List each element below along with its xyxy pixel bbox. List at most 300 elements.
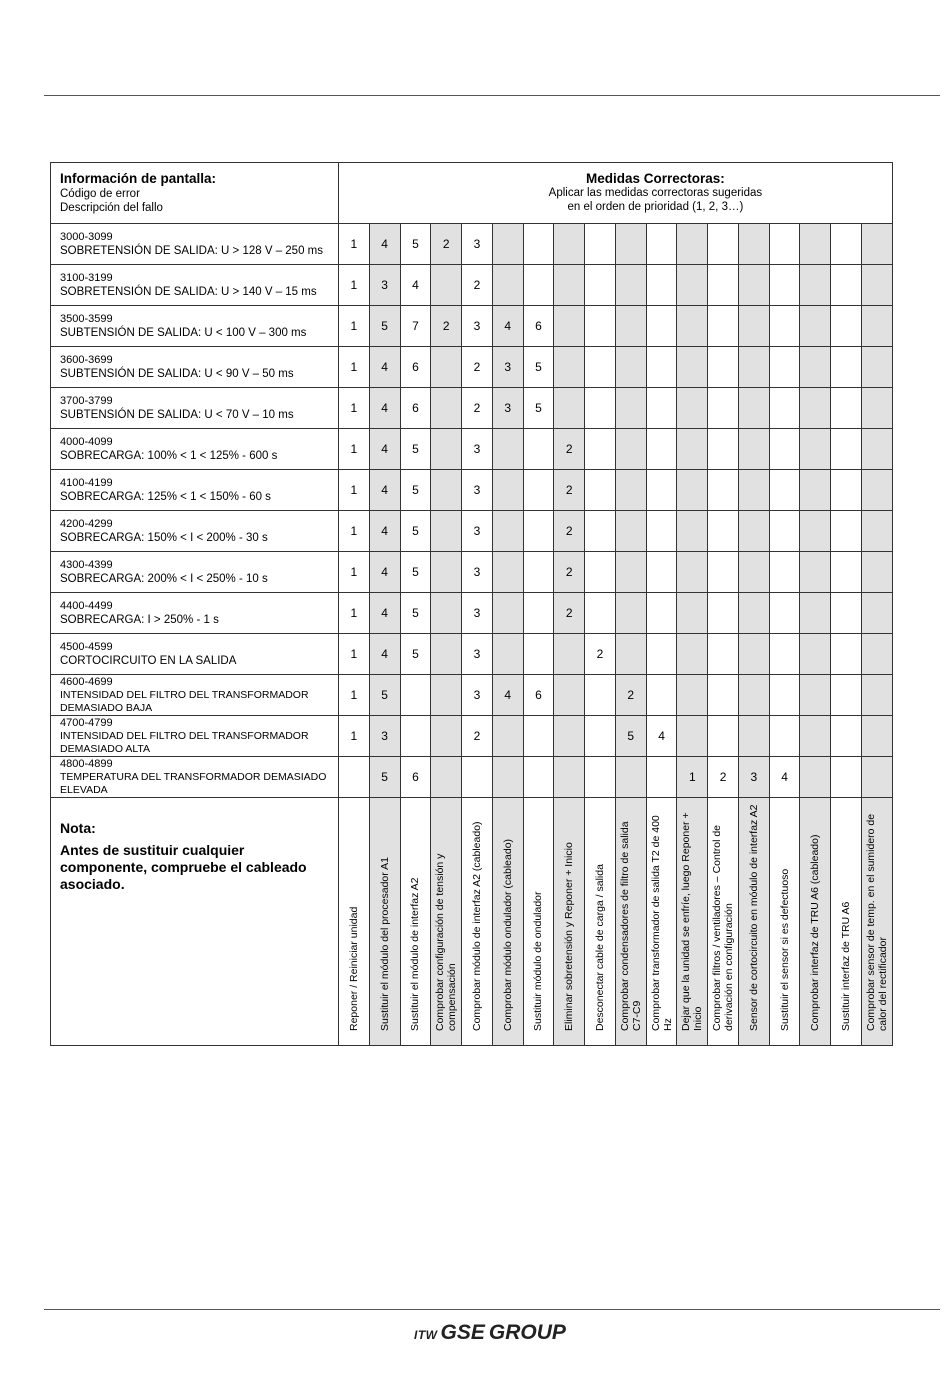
error-info-cell [51,306,339,347]
priority-cell: 3 [462,470,493,511]
error-info-cell [51,470,339,511]
info-header-description: Descripción del fallo [60,202,163,214]
priority-cell: 5 [523,347,554,388]
priority-cell [585,552,616,593]
priority-cell: 4 [369,511,400,552]
priority-cell: 3 [462,552,493,593]
priority-cell: 1 [339,306,370,347]
priority-cell [831,593,862,634]
priority-cell [554,716,585,757]
priority-cell: 5 [400,470,431,511]
measure-label: Comprobar configuración de tensión y compensación [434,853,459,1031]
priority-cell [800,388,831,429]
priority-cell [831,470,862,511]
priority-cell [492,265,523,306]
measures-header-instruction: Aplicar las medidas correctoras sugeridas [548,187,763,199]
priority-cell [738,265,769,306]
priority-cell [708,552,739,593]
priority-cell [800,675,831,716]
table-row [51,593,893,634]
priority-cell [523,593,554,634]
priority-cell: 3 [462,593,493,634]
priority-cell [646,552,677,593]
measure-column-header [554,798,585,1046]
priority-cell: 2 [431,306,462,347]
priority-cell [646,511,677,552]
error-code: 4300-4399 [60,559,113,571]
priority-cell: 3 [492,388,523,429]
measure-column-header [431,798,462,1046]
priority-cell [677,593,708,634]
priority-cell [431,470,462,511]
priority-cell [431,757,462,798]
priority-cell [800,306,831,347]
priority-cell [677,306,708,347]
priority-cell [862,593,893,634]
error-description: SOBRECARGA: 150% < I < 200% - 30 s [60,532,268,544]
priority-cell: 1 [339,429,370,470]
error-info-cell [51,388,339,429]
priority-cell [615,224,646,265]
priority-cell [646,675,677,716]
priority-cell [523,470,554,511]
priority-cell [677,224,708,265]
priority-cell [615,511,646,552]
measure-label: Dejar que la unidad se enfríe, luego Reponer + Inicio [680,812,705,1031]
priority-cell [738,634,769,675]
error-info-cell [51,716,339,757]
priority-cell [615,593,646,634]
priority-cell: 5 [369,306,400,347]
priority-cell [677,265,708,306]
priority-cell [862,224,893,265]
measure-column-header [369,798,400,1046]
priority-cell [800,429,831,470]
priority-cell [585,511,616,552]
error-info-cell [51,265,339,306]
priority-cell [769,224,800,265]
priority-cell [769,347,800,388]
priority-cell [646,429,677,470]
priority-cell [554,634,585,675]
error-description: SUBTENSIÓN DE SALIDA: U < 100 V – 300 ms [60,327,307,339]
priority-cell [400,675,431,716]
priority-cell [831,716,862,757]
priority-cell [738,347,769,388]
priority-cell: 2 [615,675,646,716]
measures-header-order: en el orden de prioridad (1, 2, 3…) [567,201,744,213]
error-description: INTENSIDAD DEL FILTRO DEL TRANSFORMADOR DEMASIADO BAJA [60,689,309,714]
priority-cell [646,388,677,429]
priority-cell: 3 [369,716,400,757]
priority-cell [585,347,616,388]
priority-cell [431,675,462,716]
priority-cell: 5 [369,675,400,716]
measures-header-title: Medidas Correctoras: [586,171,725,186]
measure-column-header [677,798,708,1046]
priority-cell [708,347,739,388]
priority-cell: 5 [400,429,431,470]
priority-cell [615,470,646,511]
table-row [51,757,893,798]
priority-cell [800,716,831,757]
priority-cell: 2 [554,429,585,470]
priority-cell: 3 [462,306,493,347]
priority-cell [400,716,431,757]
priority-cell: 1 [339,265,370,306]
priority-cell [585,470,616,511]
error-code: 3100-3199 [60,272,113,284]
priority-cell [554,224,585,265]
priority-cell [831,347,862,388]
priority-cell: 2 [462,716,493,757]
error-code: 4200-4299 [60,518,113,530]
error-description: SOBRECARGA: 100% < 1 < 125% - 600 s [60,450,278,462]
measure-label: Comprobar módulo de interfaz A2 (cableado) [470,821,483,1031]
priority-cell [554,757,585,798]
table-header-row [51,163,893,224]
error-code: 4500-4599 [60,641,113,653]
priority-cell [585,388,616,429]
priority-cell: 4 [369,388,400,429]
priority-cell [800,347,831,388]
table-row [51,224,893,265]
table-row [51,716,893,757]
error-description: SUBTENSIÓN DE SALIDA: U < 70 V – 10 ms [60,409,294,421]
measure-column-header [523,798,554,1046]
error-description: SOBRETENSIÓN DE SALIDA: U > 128 V – 250 ms [60,245,324,257]
measure-column-header [462,798,493,1046]
info-header-title: Información de pantalla: [60,171,217,186]
priority-cell [615,388,646,429]
error-info-cell [51,675,339,716]
table-row [51,347,893,388]
priority-cell [339,757,370,798]
itw-gse-group-logo [414,1321,566,1345]
priority-cell [677,470,708,511]
priority-cell [492,593,523,634]
measure-label: Comprobar interfaz de TRU A6 (cableado) [809,834,822,1031]
error-info-cell [51,757,339,798]
priority-cell [708,716,739,757]
priority-cell [523,265,554,306]
priority-cell [554,347,585,388]
measure-column-header [831,798,862,1046]
priority-cell [431,593,462,634]
priority-cell: 6 [400,757,431,798]
table-row [51,470,893,511]
priority-cell [554,388,585,429]
measure-label: Comprobar módulo ondulador (cableado) [501,838,514,1031]
error-code: 3600-3699 [60,354,113,366]
table-row [51,429,893,470]
priority-cell [523,552,554,593]
error-code: 4600-4699 [60,676,113,688]
priority-cell: 2 [554,593,585,634]
priority-cell [738,429,769,470]
priority-cell: 6 [400,347,431,388]
priority-cell [585,675,616,716]
measure-label: Eliminar sobretensión y Reponer + Inicio [563,842,576,1031]
measure-label: Comprobar transformador de salida T2 de 400 Hz [649,815,674,1031]
priority-cell: 4 [369,429,400,470]
priority-cell: 4 [369,224,400,265]
priority-cell [677,675,708,716]
priority-cell [738,552,769,593]
priority-cell [646,347,677,388]
priority-cell [769,306,800,347]
error-info-cell [51,429,339,470]
table-row [51,552,893,593]
priority-cell [862,388,893,429]
priority-cell [708,224,739,265]
priority-cell: 4 [769,757,800,798]
measures-header-cell [339,163,893,224]
priority-cell [831,675,862,716]
priority-cell [585,429,616,470]
priority-cell [831,306,862,347]
priority-cell [646,224,677,265]
priority-cell [615,429,646,470]
table-row [51,265,893,306]
priority-cell [800,593,831,634]
priority-cell: 3 [462,634,493,675]
priority-cell [738,593,769,634]
priority-cell [646,634,677,675]
priority-cell [615,757,646,798]
measure-column-header [339,798,370,1046]
priority-cell [462,757,493,798]
priority-cell: 1 [339,511,370,552]
logo-itw: ITW [414,1328,438,1342]
priority-cell: 3 [369,265,400,306]
priority-cell [431,552,462,593]
priority-cell [800,552,831,593]
priority-cell [862,429,893,470]
error-info-cell [51,347,339,388]
measure-label: Sustituir el módulo del procesador A1 [378,857,391,1031]
error-code: 3700-3799 [60,395,113,407]
error-description: SOBRECARGA: 200% < I < 250% - 10 s [60,573,268,585]
priority-cell [615,347,646,388]
logo-group: GROUP [488,1321,566,1344]
error-code: 4100-4199 [60,477,113,489]
measure-label: Comprobar filtros / ventiladores – Control de derivación en configuración [711,824,736,1031]
priority-cell [800,265,831,306]
measure-label: Sustituir el sensor si es defectuoso [778,868,791,1031]
priority-cell [738,675,769,716]
priority-cell: 1 [339,593,370,634]
priority-cell [708,429,739,470]
priority-cell: 1 [677,757,708,798]
priority-cell [677,347,708,388]
table-row [51,511,893,552]
error-code: 4000-4099 [60,436,113,448]
priority-cell [708,675,739,716]
priority-cell: 1 [339,470,370,511]
priority-cell [769,511,800,552]
priority-cell [615,265,646,306]
priority-cell [431,429,462,470]
priority-cell [800,511,831,552]
table-row [51,388,893,429]
priority-cell: 3 [462,224,493,265]
priority-cell [769,429,800,470]
priority-cell: 1 [339,388,370,429]
troubleshooting-table [50,162,893,1046]
priority-cell [646,265,677,306]
priority-cell [523,224,554,265]
measure-column-header [800,798,831,1046]
priority-cell [769,388,800,429]
priority-cell [615,634,646,675]
priority-cell: 3 [462,429,493,470]
priority-cell: 5 [400,552,431,593]
table-row [51,675,893,716]
priority-cell [523,429,554,470]
priority-cell [585,716,616,757]
priority-cell: 5 [400,224,431,265]
priority-cell [677,716,708,757]
priority-cell [708,511,739,552]
measure-label: Desconectar cable de carga / salida [594,864,606,1031]
note-body: Antes de sustituir cualquier componente, compruebe el cableado asociado. [60,842,307,892]
priority-cell [554,306,585,347]
priority-cell: 5 [523,388,554,429]
priority-cell [831,265,862,306]
priority-cell [862,757,893,798]
priority-cell [831,511,862,552]
priority-cell [831,388,862,429]
priority-cell [492,224,523,265]
priority-cell: 1 [339,347,370,388]
error-info-cell [51,593,339,634]
error-description: TEMPERATURA DEL TRANSFORMADOR DEMASIADO ELEVADA [60,771,327,796]
measure-column-header [769,798,800,1046]
priority-cell: 1 [339,224,370,265]
priority-cell: 4 [492,306,523,347]
priority-cell: 1 [339,552,370,593]
priority-cell [431,511,462,552]
measure-label: Sustituir módulo de ondulador [532,891,545,1031]
priority-cell [738,716,769,757]
measure-column-header [492,798,523,1046]
priority-cell [431,634,462,675]
priority-cell [800,224,831,265]
priority-cell [585,757,616,798]
measure-column-header [400,798,431,1046]
priority-cell [831,429,862,470]
priority-cell [862,552,893,593]
note-title: Nota: [60,820,96,836]
priority-cell [708,634,739,675]
error-description: SUBTENSIÓN DE SALIDA: U < 90 V – 50 ms [60,368,294,380]
priority-cell: 2 [462,265,493,306]
priority-cell [738,388,769,429]
measure-column-header [585,798,616,1046]
error-code: 3000-3099 [60,231,113,243]
priority-cell [862,347,893,388]
error-description: CORTOCIRCUITO EN LA SALIDA [60,655,237,667]
priority-cell [492,634,523,675]
priority-cell [769,593,800,634]
top-rule [44,95,940,96]
error-info-cell [51,552,339,593]
priority-cell [492,511,523,552]
measure-column-header [708,798,739,1046]
error-description: SOBRECARGA: I > 250% - 1 s [60,614,219,626]
priority-cell [554,675,585,716]
priority-cell [862,470,893,511]
priority-cell [646,470,677,511]
priority-cell [523,634,554,675]
priority-cell [492,716,523,757]
error-code: 3500-3599 [60,313,113,325]
priority-cell [862,306,893,347]
priority-cell [862,675,893,716]
priority-cell [708,306,739,347]
priority-cell [615,552,646,593]
priority-cell [431,265,462,306]
priority-cell: 4 [400,265,431,306]
priority-cell: 5 [400,593,431,634]
priority-cell [585,593,616,634]
priority-cell [831,757,862,798]
priority-cell: 1 [339,675,370,716]
priority-cell [708,593,739,634]
measure-label: Sustituir el módulo de interfaz A2 [409,877,422,1031]
priority-cell: 5 [400,511,431,552]
priority-cell: 4 [369,634,400,675]
priority-cell [800,634,831,675]
priority-cell [677,511,708,552]
priority-cell [769,675,800,716]
error-description: SOBRETENSIÓN DE SALIDA: U > 140 V – 15 ms [60,286,317,298]
priority-cell [585,265,616,306]
priority-cell [738,470,769,511]
measure-column-header [738,798,769,1046]
priority-cell [708,265,739,306]
error-code: 4700-4799 [60,717,113,729]
bottom-rule [44,1309,940,1310]
priority-cell [554,265,585,306]
priority-cell [431,716,462,757]
priority-cell [708,388,739,429]
priority-cell [800,470,831,511]
measure-column-header [615,798,646,1046]
priority-cell: 2 [708,757,739,798]
priority-cell [769,470,800,511]
priority-cell [769,552,800,593]
priority-cell [646,593,677,634]
logo-gse: GSE [440,1321,485,1344]
measure-label: Sustituir interfaz de TRU A6 [840,901,853,1031]
priority-cell: 4 [369,593,400,634]
priority-cell: 3 [738,757,769,798]
priority-cell [677,634,708,675]
priority-cell [677,388,708,429]
measure-column-header [646,798,677,1046]
priority-cell [738,306,769,347]
priority-cell [492,757,523,798]
error-code: 4400-4499 [60,600,113,612]
priority-cell: 1 [339,634,370,675]
measure-label: Comprobar sensor de temp. en el sumidero de calor del rectificador [864,813,889,1031]
priority-cell: 6 [400,388,431,429]
error-info-cell [51,224,339,265]
note-cell [51,798,339,1046]
priority-cell [646,306,677,347]
